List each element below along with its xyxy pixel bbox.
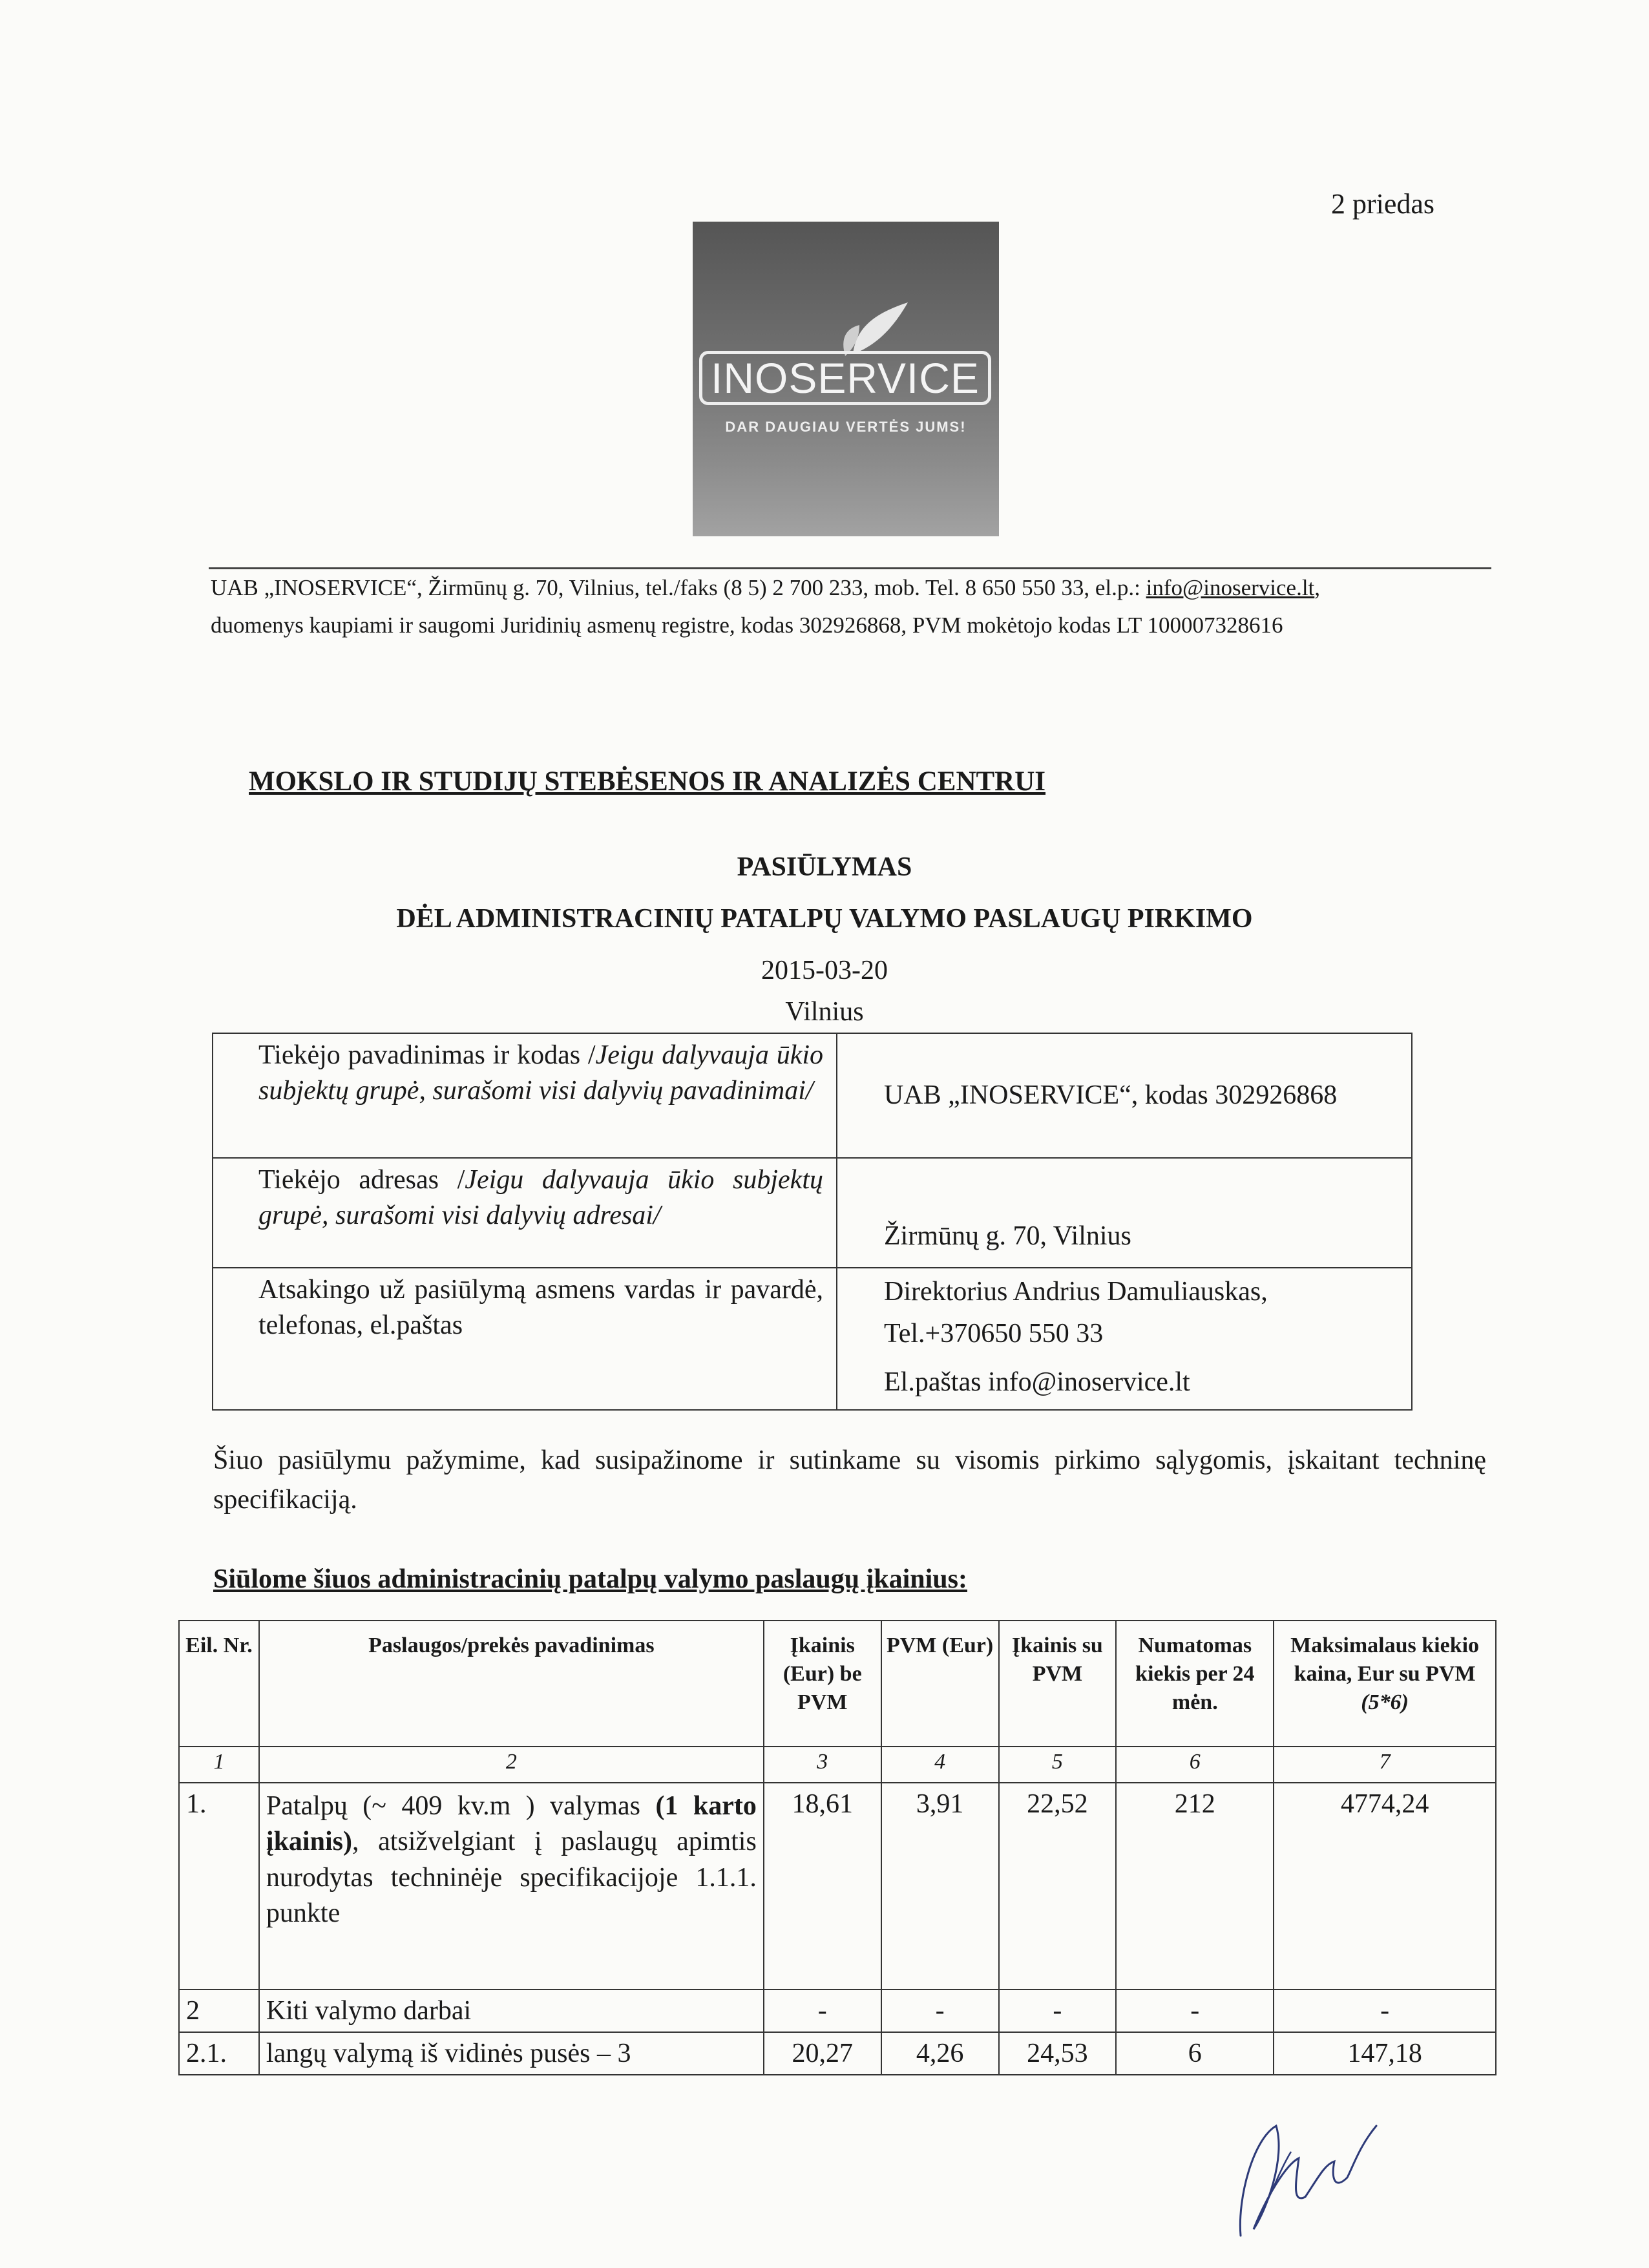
max-price: 4774,24	[1274, 1783, 1496, 1990]
header-rule	[209, 567, 1491, 569]
supplier-address-value: Žirmūnų g. 70, Vilnius	[837, 1158, 1412, 1268]
company-logo	[693, 222, 999, 536]
service-description: langų valymą iš vidinės pusės – 3	[259, 2032, 764, 2075]
contact-person-value: Direktorius Andrius Damuliauskas, Tel.+370650 550 33 El.paštas info@inoservice.lt	[837, 1268, 1412, 1410]
table-row	[213, 1268, 1412, 1410]
supplier-info-table	[212, 1033, 1413, 1411]
row-number: 2.1.	[179, 2032, 259, 2075]
price-with-vat: -	[999, 1990, 1117, 2032]
service-description: Patalpų (~ 409 kv.m ) valymas (1 karto įkainis), atsižvelgiant į paslaugų apimtis nurodytas techninėje specifikacijoje 1.1.1. punkte	[259, 1783, 764, 1990]
logo-wordmark: INOSERVICE	[699, 351, 991, 405]
price-without-vat: 20,27	[764, 2032, 881, 2075]
col-header-name: Paslaugos/prekės pavadinimas	[259, 1621, 764, 1747]
column-index: 5	[999, 1747, 1117, 1783]
supplier-address-label: Tiekėjo adresas /Jeigu dalyvauja ūkio subjektų grupė, surašomi visi dalyvių adresai/	[213, 1158, 837, 1268]
vat-amount: 4,26	[881, 2032, 999, 2075]
contact-person-label: Atsakingo už pasiūlymą asmens vardas ir pavardė, telefonas, el.paštas	[213, 1268, 837, 1410]
table-row	[213, 1158, 1412, 1268]
col-header-no: Eil. Nr.	[179, 1621, 259, 1747]
column-index: 2	[259, 1747, 764, 1783]
table-row	[179, 1990, 1496, 2032]
price-offer-heading: Siūlome šiuos administracinių patalpų valymo paslaugų įkainius:	[213, 1564, 967, 1594]
handwritten-signature	[1215, 2100, 1383, 2249]
document-date: 2015-03-20	[761, 956, 888, 985]
max-price: -	[1274, 1990, 1496, 2032]
column-index-row	[179, 1747, 1496, 1783]
document-title: PASIŪLYMAS	[737, 852, 912, 882]
addressee: MOKSLO IR STUDIJŲ STEBĖSENOS IR ANALIZĖS CENTRUI	[249, 766, 1046, 797]
column-index: 7	[1274, 1747, 1496, 1783]
column-index: 4	[881, 1747, 999, 1783]
col-header-max-price: Maksimalaus kiekio kaina, Eur su PVM (5*6)	[1274, 1621, 1496, 1747]
quantity: 6	[1116, 2032, 1274, 2075]
supplier-name-value: UAB „INOSERVICE“, kodas 302926868	[837, 1033, 1412, 1158]
row-number: 2	[179, 1990, 259, 2032]
col-header-price-vat: Įkainis su PVM	[999, 1621, 1117, 1747]
table-row	[179, 2032, 1496, 2075]
annex-label: 2 priedas	[1331, 188, 1435, 220]
price-with-vat: 24,53	[999, 2032, 1117, 2075]
quantity: -	[1116, 1990, 1274, 2032]
company-header-line-1: UAB „INOSERVICE“, Žirmūnų g. 70, Vilnius, tel./faks (8 5) 2 700 233, mob. Tel. 8 650 550 33, el.p.: info@inoservice.lt,	[211, 575, 1321, 600]
document-subtitle: DĖL ADMINISTRACINIŲ PATALPŲ VALYMO PASLAUGŲ PIRKIMO	[396, 904, 1253, 934]
column-index: 1	[179, 1747, 259, 1783]
col-header-price: Įkainis (Eur) be PVM	[764, 1621, 881, 1747]
price-with-vat: 22,52	[999, 1783, 1117, 1990]
vat-amount: 3,91	[881, 1783, 999, 1990]
company-header-line-2: duomenys kaupiami ir saugomi Juridinių asmenų registre, kodas 302926868, PVM mokėtojo kodas LT 100007328616	[211, 613, 1283, 638]
document-city: Vilnius	[785, 997, 864, 1027]
price-without-vat: 18,61	[764, 1783, 881, 1990]
leaf-icon	[840, 299, 911, 357]
column-index: 6	[1116, 1747, 1274, 1783]
price-table	[178, 1620, 1497, 2075]
email-link[interactable]: info@inoservice.lt	[1146, 575, 1315, 600]
quantity: 212	[1116, 1783, 1274, 1990]
acknowledgement-paragraph: Šiuo pasiūlymu pažymime, kad susipažinome ir sutinkame su visomis pirkimo sąlygomis, įskaitant techninę specifikaciją.	[213, 1445, 1486, 1515]
table-header-row	[179, 1621, 1496, 1747]
row-number: 1.	[179, 1783, 259, 1990]
vat-amount: -	[881, 1990, 999, 2032]
col-header-quantity: Numatomas kiekis per 24 mėn.	[1116, 1621, 1274, 1747]
logo-slogan: DAR DAUGIAU VERTĖS JUMS!	[725, 419, 967, 435]
max-price: 147,18	[1274, 2032, 1496, 2075]
price-without-vat: -	[764, 1990, 881, 2032]
supplier-name-label: Tiekėjo pavadinimas ir kodas /Jeigu dalyvauja ūkio subjektų grupė, surašomi visi dalyvių pavadinimai/	[213, 1033, 837, 1158]
table-row	[179, 1783, 1496, 1990]
col-header-vat: PVM (Eur)	[881, 1621, 999, 1747]
service-description: Kiti valymo darbai	[259, 1990, 764, 2032]
column-index: 3	[764, 1747, 881, 1783]
table-row	[213, 1033, 1412, 1158]
